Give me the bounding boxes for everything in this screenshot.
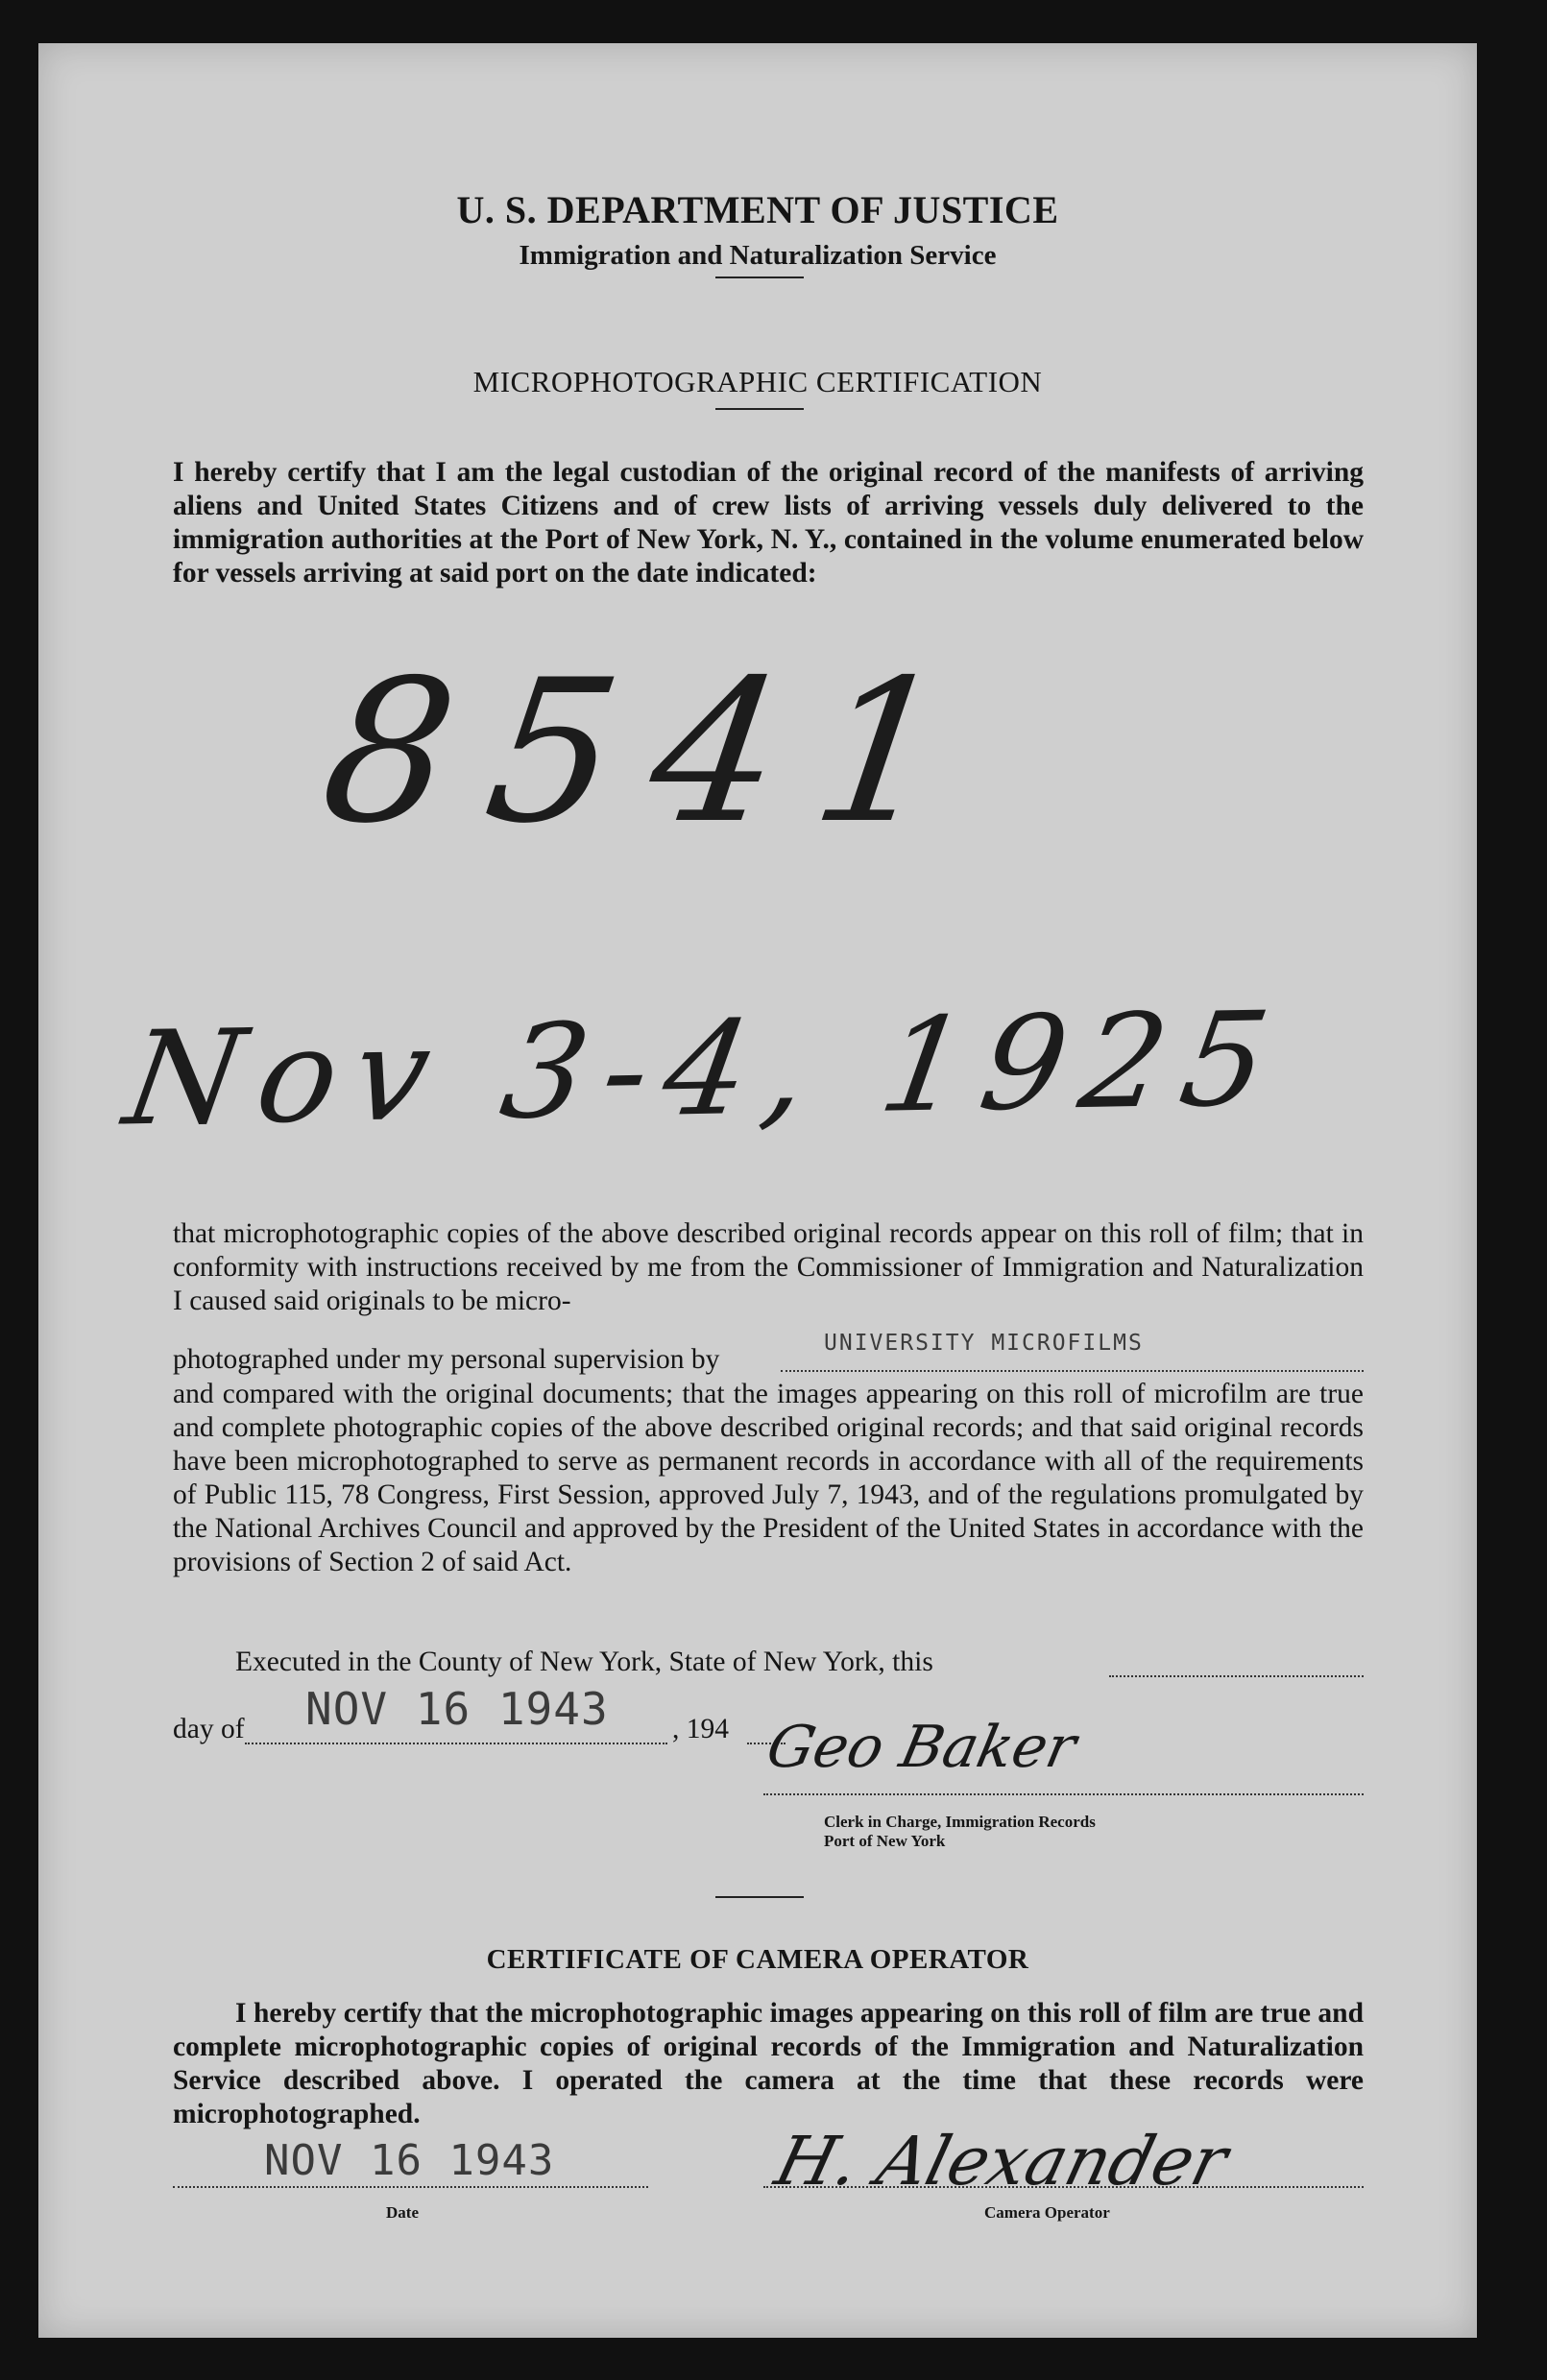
header-divider-bottom — [715, 408, 804, 410]
day-of-label: day of — [173, 1714, 245, 1744]
body-paragraph-part1: that microphotographic copies of the above described original records appear on this roll of film; that in conformity with instructions received by me from the Commissioner of Immigration and Naturalization I caused said originals to be micro- — [173, 1218, 1364, 1316]
year-label: , 194 — [672, 1714, 729, 1744]
service-subtitle: Immigration and Naturalization Service — [519, 240, 997, 271]
executed-text: Executed in the County of New York, State of New York, this — [235, 1647, 933, 1677]
supervision-line — [173, 1331, 1364, 1382]
handwritten-date: Nov 3-4, 1925 — [115, 983, 1295, 1155]
intro-paragraph: I hereby certify that I am the legal custodian of the original record of the manifests of arriving aliens and United States Citizens and of crew lists of arriving vessels duly delivered to the immigration authorities at the Port of New York, N. Y., contained in the volume enumerated below for vessels arriving at said port on the date indicated: — [173, 457, 1364, 589]
supervision-dotted-line — [781, 1370, 1364, 1372]
section-divider — [715, 1896, 804, 1898]
certificate-page — [38, 43, 1477, 2338]
day-of-dotted-line — [245, 1743, 667, 1744]
executed-date-stamp: NOV 16 1943 — [305, 1683, 609, 1735]
clerk-signature: Geo Baker — [761, 1714, 1082, 1781]
camera-operator-paragraph: I hereby certify that the microphotographic images appearing on this roll of film are true and complete microphotographic copies of original records of the Immigration and Naturalization Service described above. I operated the camera at the time that these records were microphotographed. — [173, 1998, 1364, 2129]
camera-operator-signature-line — [763, 2186, 1364, 2188]
clerk-location: Port of New York — [824, 1832, 946, 1850]
camera-date-stamp: NOV 16 1943 — [264, 2136, 555, 2185]
camera-date-line — [173, 2186, 648, 2188]
certification-title: MICROPHOTOGRAPHIC CERTIFICATION — [472, 365, 1043, 398]
department-title: U. S. DEPARTMENT OF JUSTICE — [456, 188, 1059, 231]
camera-operator-label: Camera Operator — [984, 2203, 1110, 2222]
clerk-signature-line — [763, 1793, 1364, 1795]
supervision-label: photographed under my personal supervision by — [173, 1344, 720, 1375]
camera-operator-title: CERTIFICATE OF CAMERA OPERATOR — [486, 1944, 1029, 1975]
header-divider-top — [715, 276, 804, 278]
photographer-stamp: UNIVERSITY MICROFILMS — [824, 1331, 1144, 1356]
clerk-title: Clerk in Charge, Immigration Records — [824, 1813, 1096, 1831]
camera-date-label: Date — [386, 2203, 419, 2222]
handwritten-volume-number: 8541 — [310, 638, 998, 867]
camera-operator-signature: H. Alexander — [767, 2122, 1236, 2200]
executed-day-dotted-line — [1109, 1675, 1364, 1677]
body-paragraph-part2: and compared with the original documents; that the images appearing on this roll of microfilm are true and complete photographic copies of the above described original records; and that said original records have been microphotographed to serve as permanent records in accordance with all of the requirements of Public 115, 78 Congress, First Session, approved July 7, 1943, and of the regulations promulgated by the National Archives Council and approved by the President of the United States in accordance with the provisions of Section 2 of said Act. — [173, 1379, 1364, 1577]
